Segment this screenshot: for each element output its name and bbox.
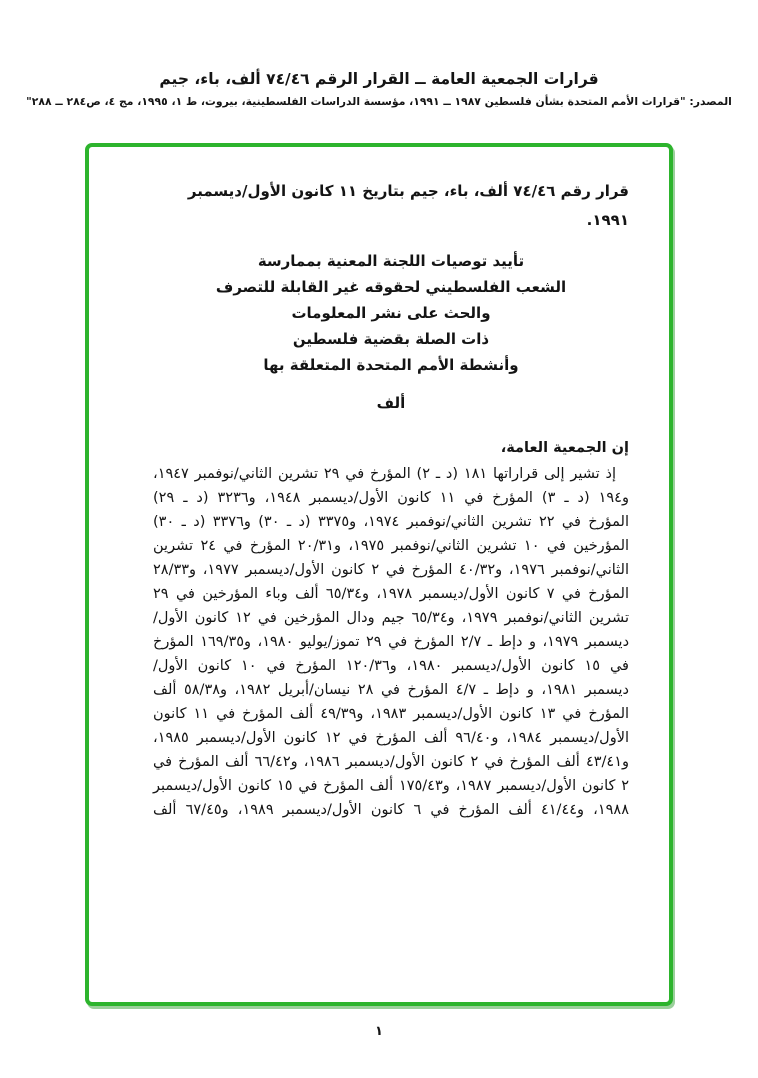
resolution-content bbox=[89, 147, 669, 822]
document-header bbox=[0, 70, 758, 108]
document-source-citation: المصدر: "قرارات الأمم المتحدة بشأن فلسطين ١٩٨٧ ــ ١٩٩١، مؤسسة الدراسات الفلسطينية، بيروت، ط ١، ١٩٩٥، مج ٤، ص٢٨٤ ــ ٢٨٨" bbox=[26, 95, 732, 108]
resolution-title-line: تأييد توصيات اللجنة المعنية بممارسة bbox=[257, 252, 525, 270]
resolution-heading: قرار رقم ٧٤/٤٦ ألف، باء، جيم بتاريخ ١١ كانون الأول/ديسمبر ١٩٩١. bbox=[187, 182, 629, 229]
section-label-alef: ألف bbox=[376, 394, 406, 412]
resolution-title-line: الشعب الفلسطيني لحقوقه غير القابلة للتصرف bbox=[215, 278, 567, 296]
recital-paragraph bbox=[153, 462, 629, 822]
recital-lead-words: إذ تشير bbox=[570, 466, 616, 482]
preamble-lead: إن الجمعية العامة، bbox=[500, 440, 629, 456]
resolution-title-line: وأنشطة الأمم المتحدة المتعلقة بها bbox=[263, 356, 519, 374]
page-number: ١ bbox=[375, 1024, 383, 1039]
resolution-title-line: ذات الصلة بقضية فلسطين bbox=[292, 330, 490, 348]
resolution-frame bbox=[85, 143, 673, 1006]
recital-body-text: إلى قراراتها ١٨١ (د ـ ٢) المؤرخ في ٢٩ تشرين الثاني/نوفمبر ١٩٤٧، و١٩٤ (د ـ ٣) المؤرخ في ١١ كانون الأول/ديسمبر ١٩٤٨، و٣٢٣٦ (د ـ ٢٩) المؤرخ في ٢٢ تشرين الثاني/نوفمبر ١٩٧٤، و٣٣٧٥ (د ـ ٣٠) و٣٣٧٦ (د ـ ٣٠) المؤرخين في ١٠ تشرين الثاني/نوفمبر ١٩٧٥، و٢٠/٣١ المؤرخ في ٢٤ تشرين الثاني/نوفمبر ١٩٧٦، و٤٠/٣٢ المؤرخ في ٢ كانون الأول/ديسمبر ١٩٧٧، و٢٨/٣٣ المؤرخ في ٧ كانون الأول/ديسمبر ١٩٧٨، و٦٥/٣٤ ألف وباء المؤرخين في ٢٩ تشرين الثاني/نوفمبر ١٩٧٩، و٦٥/٣٤ جيم ودال المؤرخين في ١٢ كانون الأول/ديسمبر ١٩٧٩، و دإط ـ ٢/٧ المؤرخ في ٢٩ تموز/يوليو ١٩٨٠، و١٦٩/٣٥ المؤرخ في ١٥ كانون الأول/ديسمبر ١٩٨٠، و١٢٠/٣٦ المؤرخ في ١٠ كانون الأول/ديسمبر ١٩٨١، و دإط ـ ٤/٧ المؤرخ في ٢٨ نيسان/أبريل ١٩٨٢، و٥٨/٣٨ ألف المؤرخ في ١٣ كانون الأول/ديسمبر ١٩٨٣، و٤٩/٣٩ ألف المؤرخ في ١١ كانون الأول/ديسمبر ١٩٨٤، و٩٦/٤٠ ألف المؤرخ في ١٢ كانون الأول/ديسمبر ١٩٨٥، و٤٣/٤١ ألف المؤرخ في ٢ كانون الأول/ديسمبر ١٩٨٦، و٦٦/٤٢ ألف المؤرخ في ٢ كانون الأول/ديسمبر ١٩٨٧، و١٧٥/٤٣ ألف المؤرخ في ١٥ كانون الأول/ديسمبر ١٩٨٨، و٤١/٤٤ ألف المؤرخ في ٦ كانون الأول/ديسمبر ١٩٨٩، و٦٧/٤٥ ألف bbox=[153, 466, 630, 818]
resolution-title-line: والحث على نشر المعلومات bbox=[291, 304, 491, 322]
resolution-title bbox=[153, 248, 629, 378]
document-header-title: قرارات الجمعية العامة ــ القرار الرقم ٧٤/٤٦ ألف، باء، جيم bbox=[159, 70, 599, 88]
